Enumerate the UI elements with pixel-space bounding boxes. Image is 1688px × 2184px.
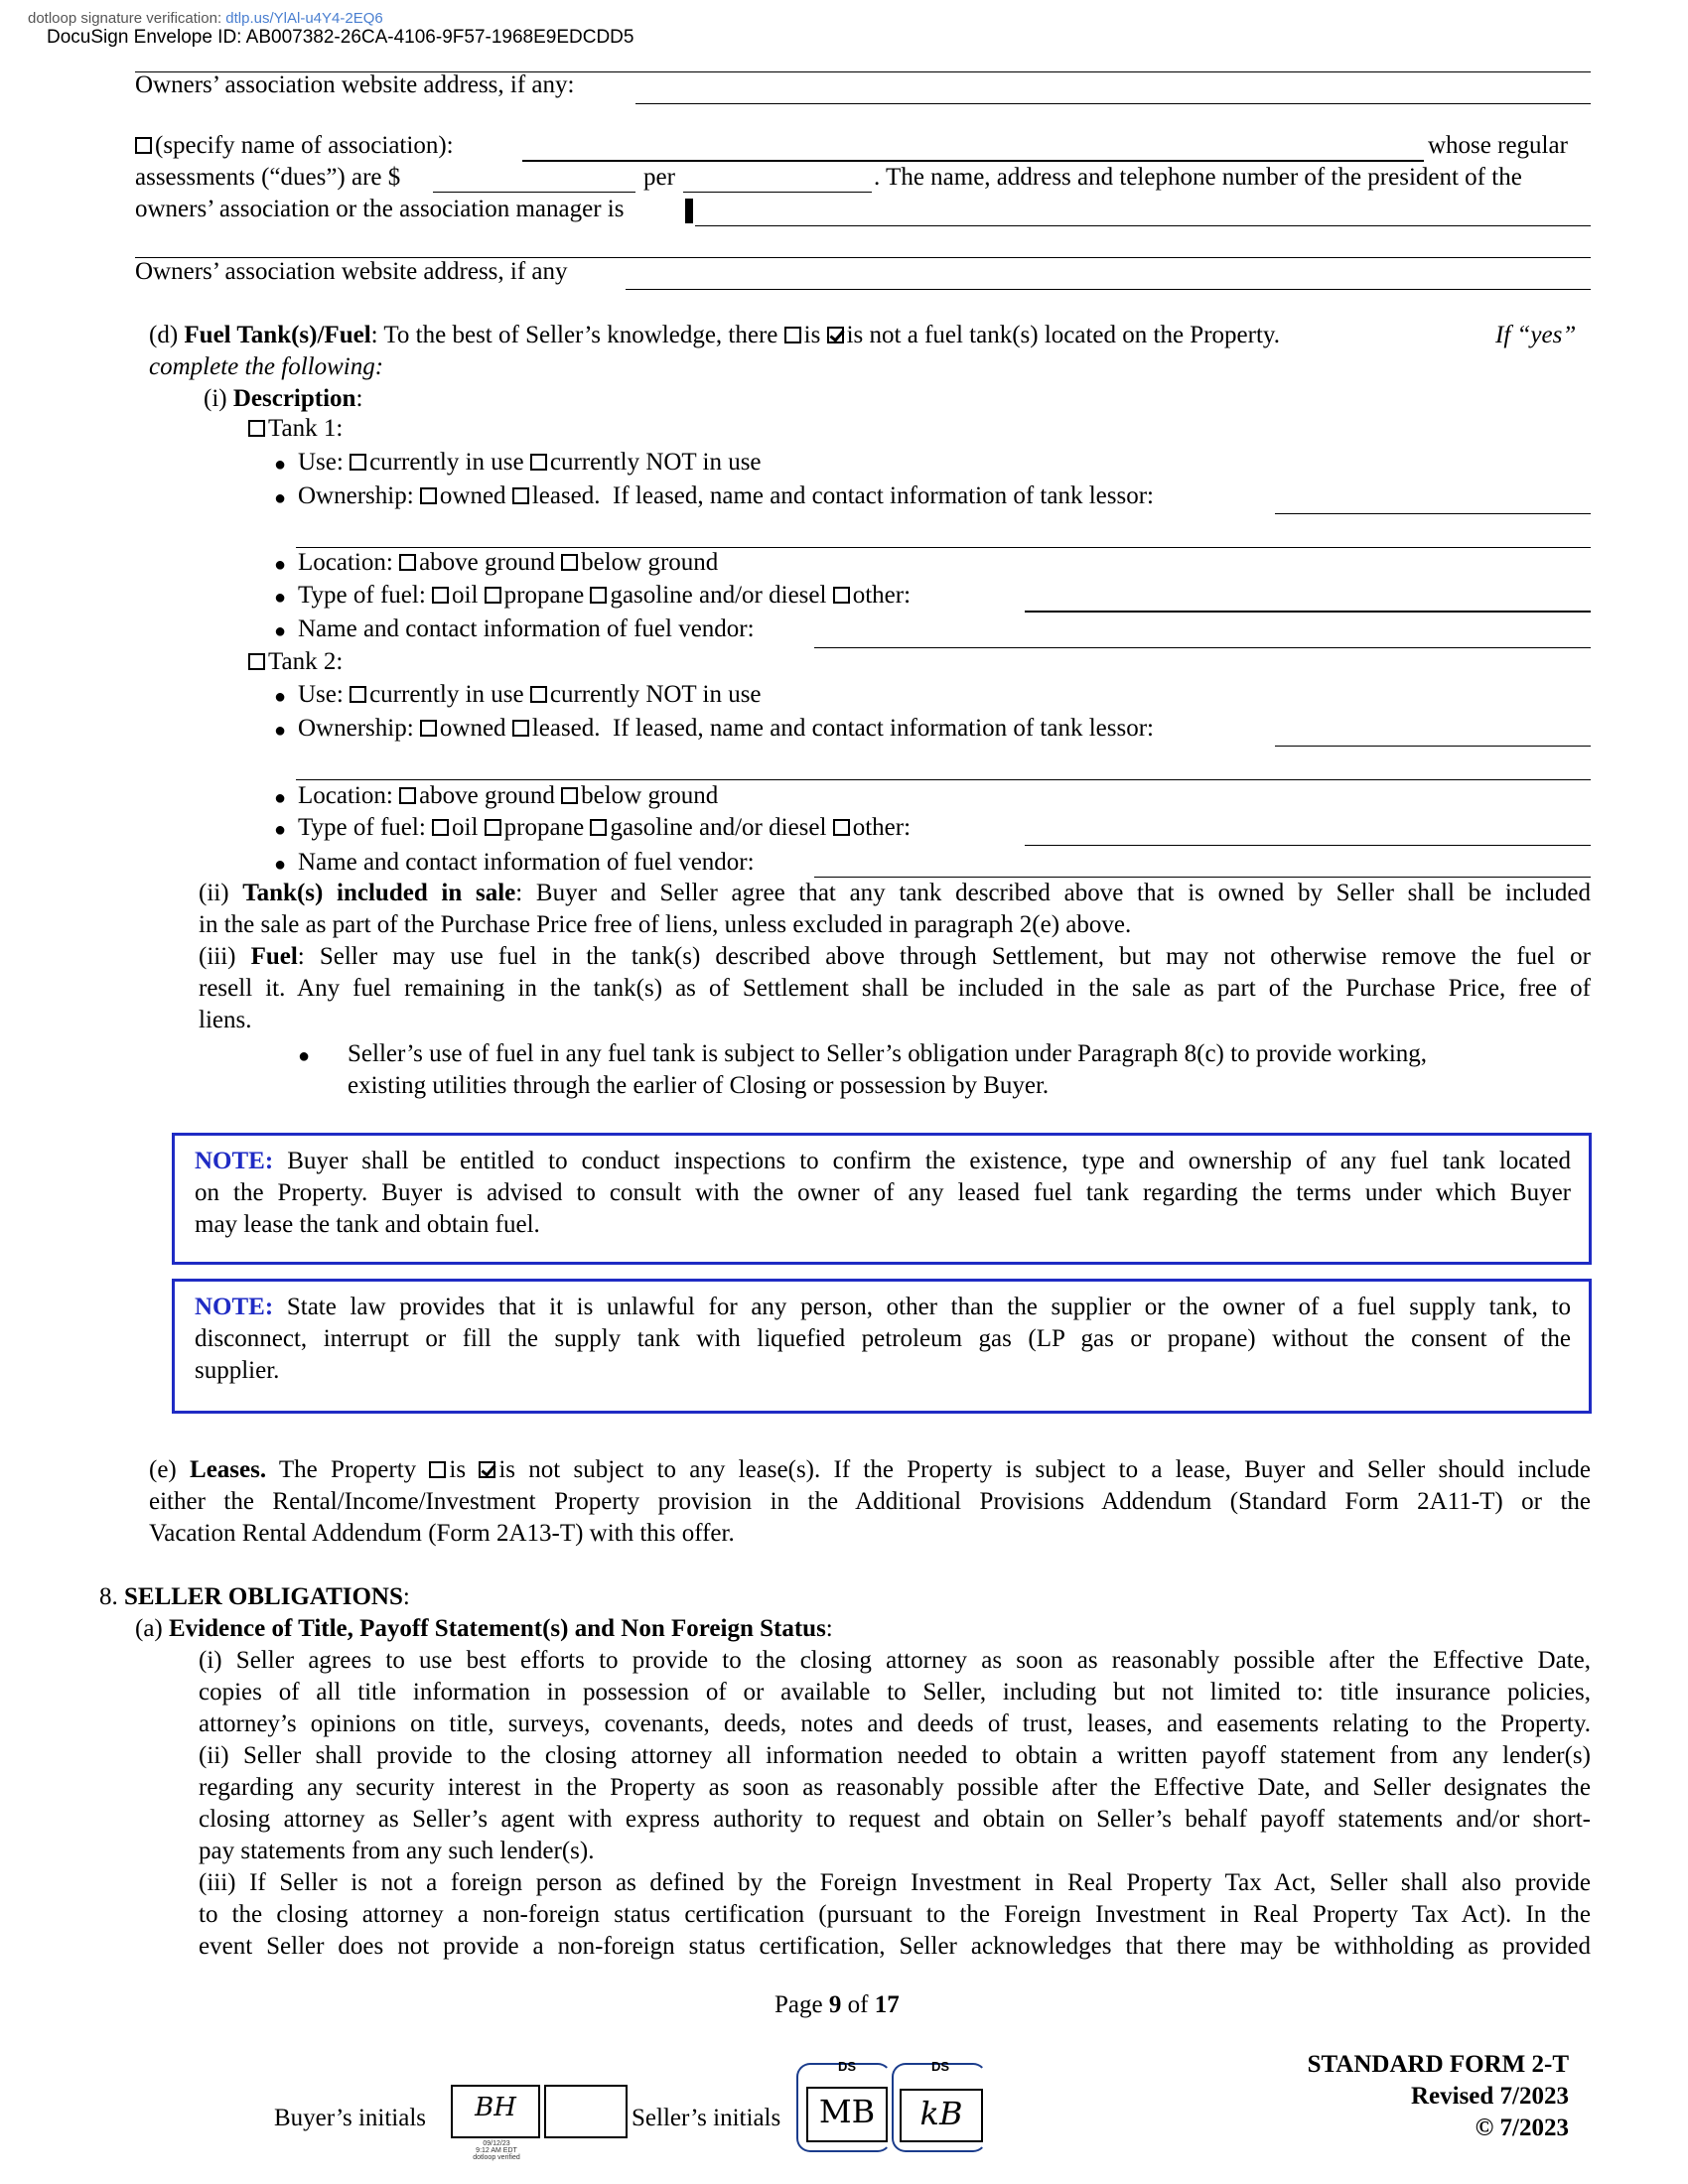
leases-l2: either the Rental/Income/Investment Property provision in the Additional Provisions Addendum (Standard Form 2A11-T) or the: [149, 1488, 1591, 1515]
text-cursor: [685, 199, 693, 223]
seller-iii-l2: to the closing attorney a non-foreign status certification (pursuant to the Foreign Investment in Real Property Tax Act). In the: [199, 1901, 1591, 1928]
president-field[interactable]: [695, 225, 1591, 226]
fuel-is-not-checkbox[interactable]: [827, 327, 844, 343]
tank1-row: Tank 1:: [248, 413, 343, 445]
tank2-row: Tank 2:: [248, 646, 343, 678]
dotloop-stamp: 09/12/23 9:12 AM EDT dotloop verified: [473, 2140, 520, 2161]
tank2-leased-checkbox[interactable]: [512, 720, 529, 737]
buyer-initials-box-2[interactable]: [544, 2085, 628, 2138]
leases-l3: Vacation Rental Addendum (Form 2A13-T) with this offer.: [149, 1520, 735, 1547]
assoc-website2-field[interactable]: [626, 289, 1591, 290]
note1-l2: on the Property. Buyer is advised to consult with the owner of any leased fuel tank regarding the terms under which Buyer: [195, 1179, 1571, 1206]
fuel-use-l2: resell it. Any fuel remaining in the tank(s) as of Settlement shall be included in the sale as part of the Purchase Price, free of: [199, 975, 1591, 1002]
tank2-use: Use: currently in use currently NOT in use: [298, 681, 762, 708]
dues-label: assessments (“dues”) are $: [135, 164, 401, 191]
note1-l3: may lease the tank and obtain fuel.: [195, 1211, 540, 1238]
form-copyright: © 7/2023: [1475, 2115, 1569, 2141]
docusign-label-2: DS: [931, 2059, 950, 2074]
seller-i-l3: attorney’s opinions on title, surveys, covenants, deeds, notes and deeds of trust, leases, and easements relating to the Property.: [199, 1710, 1591, 1737]
tank1-location: Location: above ground below ground: [298, 549, 719, 576]
tank2-oil-checkbox[interactable]: [432, 819, 449, 836]
note1-l1: NOTE: Buyer shall be entitled to conduct inspections to confirm the existence, type and ownership of any fuel tank located: [195, 1148, 1571, 1174]
seller-initials-box-2[interactable]: [900, 2089, 983, 2142]
tank1-not-in-use-checkbox[interactable]: [530, 454, 547, 471]
fuel-bullet-l2: existing utilities through the earlier of Closing or possession by Buyer.: [348, 1072, 1050, 1099]
bullet: ●: [274, 854, 287, 876]
tank2-vendor: Name and contact information of fuel vendor:: [298, 849, 755, 876]
tank1-gas-checkbox[interactable]: [590, 587, 607, 604]
tank2-owned-checkbox[interactable]: [420, 720, 437, 737]
tank1-in-use-checkbox[interactable]: [350, 454, 366, 471]
tank1-ownership: Ownership: owned leased. If leased, name and contact information of tank lessor:: [298, 482, 1154, 509]
description-heading: (i) Description:: [204, 385, 363, 412]
bullet: ●: [274, 554, 287, 576]
form-name: STANDARD FORM 2-T: [1307, 2051, 1569, 2078]
bullet: ●: [298, 1045, 311, 1067]
tank2-above-checkbox[interactable]: [399, 787, 416, 804]
buyer-signature: BH: [475, 2093, 516, 2122]
fuel-intro: (d) Fuel Tank(s)/Fuel: To the best of Seller’s knowledge, there is is not a fuel tank(s) located on the Property.: [149, 322, 1281, 348]
bullet: ●: [274, 686, 287, 708]
fuel-is-checkbox[interactable]: [784, 327, 801, 343]
assoc-website-field[interactable]: [635, 103, 1591, 104]
assoc-website-label: Owners’ association website address, if any:: [135, 71, 575, 98]
tanks-included-l2: in the sale as part of the Purchase Price free of liens, unless excluded in paragraph 2(e) above.: [199, 911, 1132, 938]
dotloop-label: dotloop signature verification:: [28, 10, 222, 27]
dues-amount-field[interactable]: [433, 192, 635, 193]
fuel-title: Fuel Tank(s)/Fuel: [184, 322, 371, 348]
tank1-owned-checkbox[interactable]: [420, 487, 437, 504]
seller-initials-label: Seller’s initials: [632, 2105, 781, 2131]
president-label: owners’ association or the association manager is: [135, 196, 625, 222]
tank1-vendor-field[interactable]: [814, 647, 1591, 648]
tank1-above-checkbox[interactable]: [399, 554, 416, 571]
tank2-checkbox[interactable]: [248, 653, 265, 670]
tank1-other-field[interactable]: [1025, 611, 1591, 613]
tank1-propane-checkbox[interactable]: [485, 587, 501, 604]
fuel-use-l3: liens.: [199, 1007, 252, 1033]
seller-i-l2: copies of all title information in possession of or available to Seller, including but not limited to: title insurance policies,: [199, 1679, 1591, 1706]
assoc-specify-row: [135, 130, 454, 162]
dues-president-label: . The name, address and telephone number of the president of the: [874, 164, 1522, 191]
assoc-website2-label: Owners’ association website address, if any: [135, 258, 568, 285]
seller-ii-l3: closing attorney as Seller’s agent with express authority to request and obtain on Seller’s behalf payoff statements and/or short-: [199, 1806, 1591, 1833]
tank1-use: Use: currently in use currently NOT in use: [298, 449, 762, 476]
dotloop-verification: [28, 10, 383, 27]
tank2-in-use-checkbox[interactable]: [350, 686, 366, 703]
tank1-type: Type of fuel: oil propane gasoline and/or diesel other:: [298, 582, 912, 609]
bullet: ●: [274, 454, 287, 476]
docusign-label-1: DS: [838, 2059, 857, 2074]
seller-ii-l1: (ii) Seller shall provide to the closing attorney all information needed to obtain a written payoff statement from any lender(s): [199, 1742, 1591, 1769]
form-revised: Revised 7/2023: [1410, 2083, 1569, 2110]
tanks-included-l1: (ii) Tank(s) included in sale: Buyer and Seller agree that any tank described above that is owned by Seller shall be included: [199, 880, 1591, 906]
bullet: ●: [274, 720, 287, 742]
tank2-other-field[interactable]: [1025, 845, 1591, 846]
dues-period-field[interactable]: [683, 192, 872, 193]
whose-regular-label: whose regular: [1428, 132, 1568, 159]
tank2-propane-checkbox[interactable]: [485, 819, 501, 836]
tank1-below-checkbox[interactable]: [561, 554, 578, 571]
tank1-checkbox[interactable]: [248, 420, 265, 437]
dues-per-label: per: [643, 164, 675, 191]
leases-is-checkbox[interactable]: [429, 1461, 446, 1478]
tank1-lessor-field[interactable]: [1275, 513, 1591, 514]
bullet: ●: [274, 587, 287, 609]
tank1-leased-checkbox[interactable]: [512, 487, 529, 504]
page-number: Page 9 of 17: [774, 1991, 900, 2018]
bullet: ●: [274, 787, 287, 809]
envelope-id: DocuSign Envelope ID: AB007382-26CA-4106-9F57-1968E9EDCDD5: [47, 27, 634, 48]
seller-ii-l2: regarding any security interest in the Property as soon as reasonably possible after the Effective Date, and Seller designates the: [199, 1774, 1591, 1801]
tank2-below-checkbox[interactable]: [561, 787, 578, 804]
tank2-gas-checkbox[interactable]: [590, 819, 607, 836]
bullet: ●: [274, 620, 287, 642]
tank1-oil-checkbox[interactable]: [432, 587, 449, 604]
evidence-of-title-heading: (a) Evidence of Title, Payoff Statement(s) and Non Foreign Status:: [135, 1615, 833, 1642]
seller-signature-2: kB: [919, 2095, 963, 2132]
note2-l1: NOTE: State law provides that it is unlawful for any person, other than the supplier or the owner of a fuel supply tank, to: [195, 1294, 1571, 1320]
tank1-other-checkbox[interactable]: [833, 587, 850, 604]
tank2-ownership: Ownership: owned leased. If leased, name and contact information of tank lessor:: [298, 715, 1154, 742]
dotloop-link[interactable]: dtlp.us/YlAl-u4Y4-2EQ6: [225, 10, 383, 27]
seller-signature-1: MB: [818, 2093, 876, 2130]
bullet: ●: [274, 819, 287, 841]
seller-initials-box-1[interactable]: [806, 2087, 888, 2142]
tank2-lessor-field[interactable]: [1275, 746, 1591, 747]
seller-ii-l4: pay statements from any such lender(s).: [199, 1838, 595, 1864]
note-box-state-law: [172, 1279, 1592, 1414]
seller-iii-l3: event Seller does not provide a non-foreign status certification, Seller acknowledges that there may be withholding as provided: [199, 1933, 1591, 1960]
fuel-if-yes: If “yes”: [1495, 322, 1577, 348]
tank2-not-in-use-checkbox[interactable]: [530, 686, 547, 703]
note2-l2: disconnect, interrupt or fill the supply tank with liquefied petroleum gas (LP gas or propane) without the consent of the: [195, 1325, 1571, 1352]
leases-l1: (e) Leases. The Property is is not subject to any lease(s). If the Property is subject to a lease, Buyer and Seller should include: [149, 1456, 1591, 1483]
note-box-inspections: [172, 1133, 1592, 1265]
assoc-checkbox[interactable]: [135, 137, 152, 154]
fuel-use-l1: (iii) Fuel: Seller may use fuel in the tank(s) described above through Settlement, but may not otherwise remove the fuel or: [199, 943, 1591, 970]
assoc-specify-label: (specify name of association):: [155, 132, 454, 159]
buyer-initials-label: Buyer’s initials: [274, 2105, 427, 2131]
tank2-type: Type of fuel: oil propane gasoline and/or diesel other:: [298, 814, 912, 841]
seller-obligations-heading: 8. SELLER OBLIGATIONS:: [99, 1583, 410, 1610]
seller-iii-l1: (iii) If Seller is not a foreign person as defined by the Foreign Investment in Real Property Tax Act, Seller shall also provide: [199, 1869, 1591, 1896]
tank1-vendor: Name and contact information of fuel vendor:: [298, 615, 755, 642]
fuel-complete: complete the following:: [149, 353, 384, 380]
note2-l3: supplier.: [195, 1357, 280, 1384]
seller-i-l1: (i) Seller agrees to use best efforts to provide to the closing attorney as soon as reasonably possible after the Effective Date,: [199, 1647, 1591, 1674]
tank2-other-checkbox[interactable]: [833, 819, 850, 836]
buyer-initials-box-1[interactable]: [451, 2085, 540, 2138]
leases-is-not-checkbox[interactable]: [479, 1461, 495, 1478]
fuel-bullet-l1: Seller’s use of fuel in any fuel tank is subject to Seller’s obligation under Paragraph 8(c) to provide working,: [348, 1040, 1428, 1067]
tank2-location: Location: above ground below ground: [298, 782, 719, 809]
bullet: ●: [274, 487, 287, 509]
